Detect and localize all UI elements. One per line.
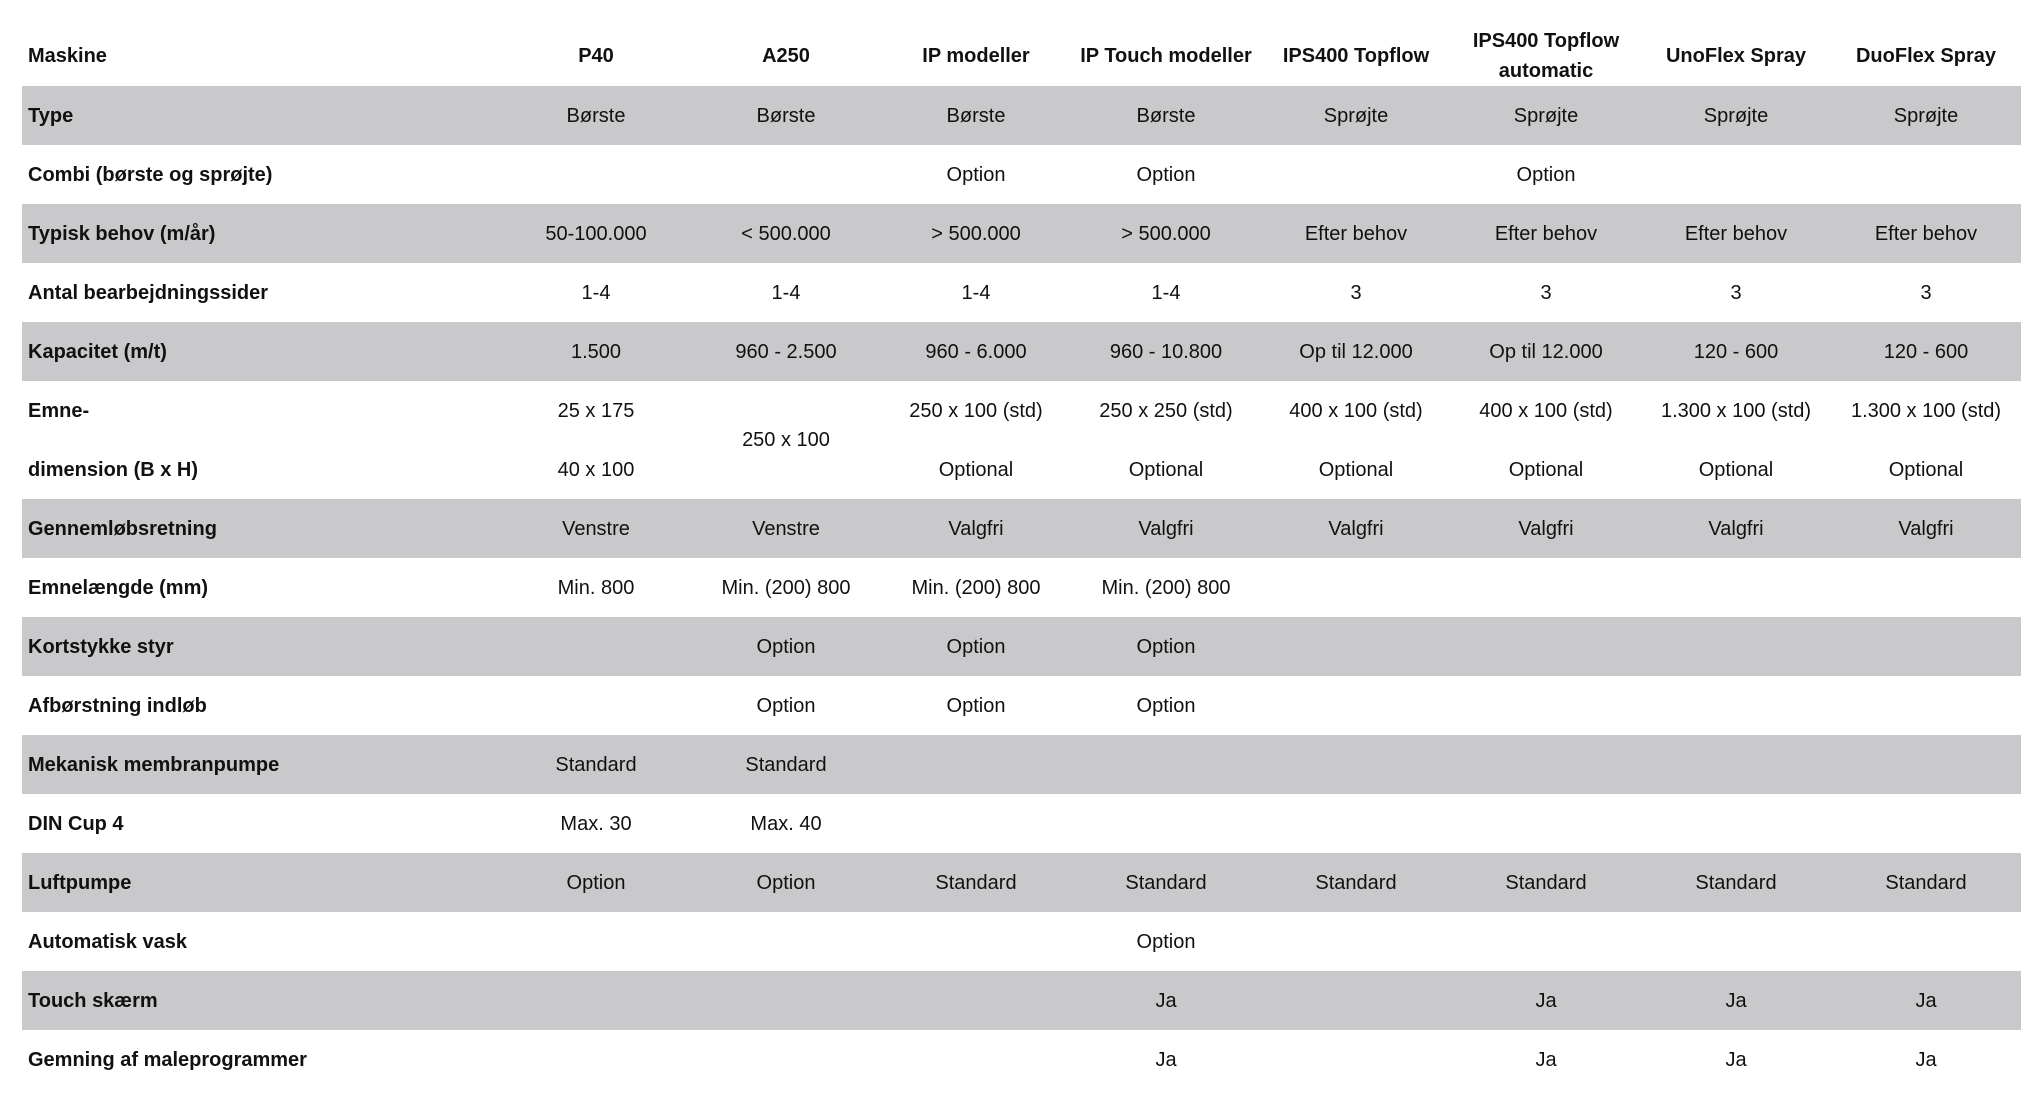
table-cell: Option: [501, 853, 691, 912]
row-label: Combi (børste og sprøjte): [28, 163, 273, 186]
table-cell: [1071, 735, 1261, 794]
table-cell: Max. 30: [560, 812, 632, 835]
table-cell: Option: [691, 853, 881, 912]
table-row: [22, 971, 2021, 1030]
table-cell: Min. (200) 800: [1101, 576, 1231, 599]
table-cell: [1261, 617, 1451, 676]
table-body-bottom: [22, 499, 2021, 1089]
table-cell: [1831, 617, 2021, 676]
machine-comparison-table: [22, 26, 2021, 1089]
row-label: Gennemløbsretning: [22, 499, 501, 558]
dimension-row-top: [22, 381, 2021, 440]
table-cell: [1831, 558, 2021, 617]
table-cell: 3: [1920, 281, 1932, 304]
table-cell: Valgfri: [1071, 499, 1261, 558]
table-cell: Option: [1071, 617, 1261, 676]
dimension-p40-bottom: 40 x 100: [557, 458, 635, 481]
table-cell: Valgfri: [1641, 499, 1831, 558]
table-cell: Venstre: [501, 499, 691, 558]
table-cell: Børste: [691, 86, 881, 145]
table-cell: [881, 1030, 1071, 1089]
table-cell: [501, 971, 691, 1030]
table-row: [22, 322, 2021, 381]
dimension-a250: 250 x 100: [742, 429, 830, 451]
table-cell: [1261, 912, 1451, 971]
table-cell: > 500.000: [881, 204, 1071, 263]
table-cell: Ja: [1915, 1048, 1937, 1071]
header-row: [22, 26, 2021, 86]
table-cell: Standard: [501, 735, 691, 794]
row-label: Afbørstning indløb: [28, 694, 207, 717]
table-cell: [881, 971, 1071, 1030]
table-row: [22, 1030, 2021, 1089]
table-cell: Option: [756, 694, 816, 717]
table-cell: [1261, 676, 1451, 735]
header-machine: IPS400 Topflow: [1282, 45, 1430, 67]
table-cell: Standard: [1451, 853, 1641, 912]
table-cell: Sprøjte: [1451, 86, 1641, 145]
table-cell: 3: [1350, 281, 1362, 304]
dimension-p40-top: 25 x 175: [557, 399, 635, 422]
table-cell: 3: [1730, 281, 1742, 304]
header-label: Maskine: [28, 45, 107, 67]
table-cell: Standard: [1641, 853, 1831, 912]
table-cell: [1071, 794, 1261, 853]
table-cell: [1451, 794, 1641, 853]
header-machine: A250: [762, 45, 810, 67]
table-cell: [881, 794, 1071, 853]
dimension-top-cell: 250 x 250 (std): [1099, 399, 1233, 422]
table-cell: Valgfri: [881, 499, 1071, 558]
table-cell: [1831, 145, 2021, 204]
dimension-bottom-cell: Optional: [1698, 458, 1774, 481]
table-cell: 120 - 600: [1641, 322, 1831, 381]
table-cell: Option: [1136, 930, 1196, 953]
table-cell: [1641, 735, 1831, 794]
table-cell: [691, 1030, 881, 1089]
table-cell: Option: [946, 694, 1006, 717]
header-machine: P40: [578, 45, 614, 67]
row-label: DIN Cup 4: [28, 812, 124, 835]
row-label: Antal bearbejdningssider: [28, 281, 269, 304]
table-cell: Sprøjte: [1641, 86, 1831, 145]
table-cell: [1831, 912, 2021, 971]
table-cell: [1451, 617, 1641, 676]
table-cell: [501, 617, 691, 676]
table-row: [22, 853, 2021, 912]
table-cell: 1-4: [1151, 281, 1181, 304]
dimension-top-cell: 400 x 100 (std): [1289, 399, 1423, 422]
row-label: Luftpumpe: [22, 853, 501, 912]
dimension-label-top: Emne-: [28, 399, 90, 422]
table-cell: Valgfri: [1451, 499, 1641, 558]
table-cell: Max. 40: [750, 812, 822, 835]
table-cell: 120 - 600: [1831, 322, 2021, 381]
table-row: [22, 499, 2021, 558]
table-cell: [1451, 676, 1641, 735]
table-cell: 1-4: [581, 281, 611, 304]
table-cell: Option: [691, 617, 881, 676]
table-cell: [501, 1030, 691, 1089]
table-cell: Børste: [881, 86, 1071, 145]
header-machine: DuoFlex Spray: [1855, 45, 1997, 67]
table-cell: Min. 800: [557, 576, 635, 599]
row-label: Type: [22, 86, 501, 145]
table-cell: Ja: [1725, 1048, 1747, 1071]
table-row: [22, 617, 2021, 676]
dimension-bottom-cell: Optional: [938, 458, 1014, 481]
table-cell: Op til 12.000: [1451, 322, 1641, 381]
header-machine: IP Touch modeller: [1080, 45, 1252, 67]
table-row: [22, 794, 2021, 853]
table-cell: [1451, 735, 1641, 794]
table-cell: 1.500: [501, 322, 691, 381]
table-cell: [1831, 794, 2021, 853]
table-cell: Min. (200) 800: [911, 576, 1041, 599]
table-cell: [1261, 794, 1451, 853]
table-cell: Efter behov: [1831, 204, 2021, 263]
table-cell: 1-4: [771, 281, 801, 304]
table-cell: [1261, 971, 1451, 1030]
table-cell: Op til 12.000: [1261, 322, 1451, 381]
table-cell: [1641, 912, 1831, 971]
table-cell: > 500.000: [1071, 204, 1261, 263]
table-cell: Option: [1516, 163, 1576, 186]
table-cell: [1831, 676, 2021, 735]
table-cell: 1-4: [961, 281, 991, 304]
table-cell: Børste: [1071, 86, 1261, 145]
table-cell: Option: [881, 617, 1071, 676]
row-label: Kapacitet (m/t): [22, 322, 501, 381]
dimension-bottom-cell: Optional: [1128, 458, 1204, 481]
row-label: Touch skærm: [22, 971, 501, 1030]
table-cell: Option: [1136, 694, 1196, 717]
row-label: Mekanisk membranpumpe: [22, 735, 501, 794]
table-cell: Ja: [1831, 971, 2021, 1030]
table-cell: Ja: [1071, 971, 1261, 1030]
table-cell: [691, 971, 881, 1030]
table-row: [22, 912, 2021, 971]
table-cell: [1641, 794, 1831, 853]
table-row: [22, 676, 2021, 735]
dimension-bottom-cell: Optional: [1888, 458, 1964, 481]
table-row: [22, 145, 2021, 204]
table-cell: Standard: [1261, 853, 1451, 912]
table-cell: [1641, 558, 1831, 617]
table-cell: Ja: [1535, 1048, 1557, 1071]
table-cell: [881, 735, 1071, 794]
table-cell: [1451, 912, 1641, 971]
table-cell: Venstre: [691, 499, 881, 558]
table-cell: [691, 145, 881, 204]
table-cell: [501, 912, 691, 971]
table-cell: Børste: [501, 86, 691, 145]
header-machine: UnoFlex Spray: [1665, 45, 1807, 67]
table-cell: < 500.000: [691, 204, 881, 263]
dimension-row-bottom: [22, 440, 2021, 499]
dimension-label-bottom: dimension (B x H): [28, 458, 199, 481]
table-cell: Ja: [1155, 1048, 1177, 1071]
table-cell: Efter behov: [1261, 204, 1451, 263]
table-cell: Efter behov: [1451, 204, 1641, 263]
table-cell: 3: [1540, 281, 1552, 304]
row-label: Automatisk vask: [28, 930, 187, 953]
row-label: Gemning af maleprogrammer: [28, 1048, 307, 1071]
table-cell: Option: [1136, 163, 1196, 186]
table-cell: [1261, 1030, 1451, 1089]
table-cell: [501, 145, 691, 204]
table-cell: Sprøjte: [1831, 86, 2021, 145]
table-cell: Sprøjte: [1261, 86, 1451, 145]
table-cell: Standard: [1071, 853, 1261, 912]
table-row: [22, 263, 2021, 322]
table-row: [22, 204, 2021, 263]
table-cell: [1261, 145, 1451, 204]
table-cell: [1641, 676, 1831, 735]
table-cell: [1831, 735, 2021, 794]
row-label: Kortstykke styr: [22, 617, 501, 676]
table-cell: Option: [946, 163, 1006, 186]
dimension-top-cell: 250 x 100 (std): [909, 399, 1043, 422]
table-cell: Standard: [1831, 853, 2021, 912]
table-cell: [1261, 735, 1451, 794]
table-cell: Efter behov: [1641, 204, 1831, 263]
table-cell: [1641, 617, 1831, 676]
table-cell: 960 - 10.800: [1071, 322, 1261, 381]
dimension-bottom-cell: Optional: [1318, 458, 1394, 481]
table-body-top: [22, 86, 2021, 381]
table-cell: [1641, 145, 1831, 204]
table-cell: [1261, 558, 1451, 617]
dimension-top-cell: 1.300 x 100 (std): [1850, 399, 2002, 422]
table-cell: Valgfri: [1831, 499, 2021, 558]
table-cell: 960 - 2.500: [691, 322, 881, 381]
table-row: [22, 735, 2021, 794]
table-row: [22, 86, 2021, 145]
header-machine: IP modeller: [922, 45, 1030, 67]
table-cell: Ja: [1451, 971, 1641, 1030]
table-cell: 960 - 6.000: [881, 322, 1071, 381]
row-label: Typisk behov (m/år): [22, 204, 501, 263]
table-cell: [501, 676, 691, 735]
table-cell: Standard: [691, 735, 881, 794]
table-cell: [1451, 558, 1641, 617]
header-machine: IPS400 Topflow automatic: [1472, 30, 1620, 82]
dimension-top-cell: 400 x 100 (std): [1479, 399, 1613, 422]
table-cell: Standard: [881, 853, 1071, 912]
table-row: [22, 558, 2021, 617]
table-cell: Min. (200) 800: [721, 576, 851, 599]
table-cell: Valgfri: [1261, 499, 1451, 558]
dimension-section: [22, 381, 2021, 499]
table-cell: [881, 912, 1071, 971]
table-cell: [691, 912, 881, 971]
row-label: Emnelængde (mm): [28, 576, 209, 599]
table-cell: 50-100.000: [501, 204, 691, 263]
table-cell: Ja: [1641, 971, 1831, 1030]
dimension-top-cell: 1.300 x 100 (std): [1660, 399, 1812, 422]
dimension-bottom-cell: Optional: [1508, 458, 1584, 481]
